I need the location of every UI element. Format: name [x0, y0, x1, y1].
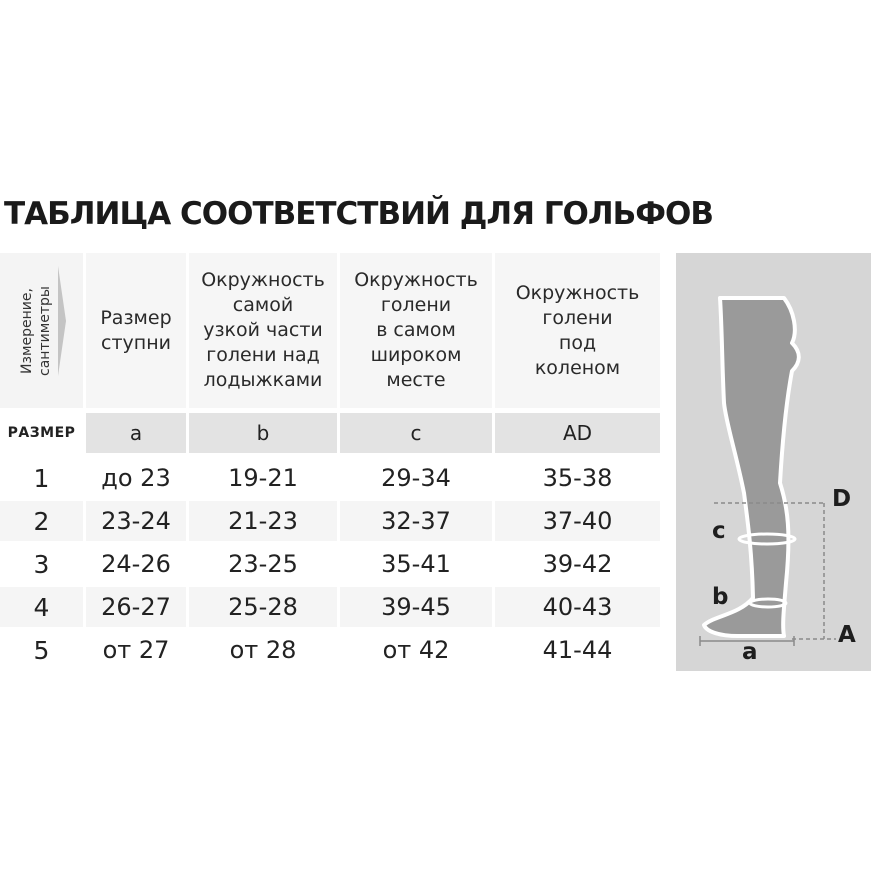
label-a: a — [742, 639, 758, 665]
table-row-size: 5 — [33, 635, 50, 665]
table-cell: 40-43 — [495, 587, 660, 627]
header-foot-size: Размер ступни — [86, 253, 186, 408]
table-cell: от 42 — [382, 636, 450, 664]
leg-diagram — [676, 253, 871, 671]
table-cell: 25-28 — [189, 587, 337, 627]
table-cell: 32-37 — [340, 501, 492, 541]
table-cell: от 27 — [102, 636, 170, 664]
page-title: ТАБЛИЦА СООТВЕТСТВИЙ ДЛЯ ГОЛЬФОВ — [4, 196, 713, 232]
label-b: b — [712, 584, 729, 610]
table-cell: 24-26 — [101, 550, 171, 578]
table-cell: 39-45 — [340, 587, 492, 627]
table-row-size: 4 — [0, 587, 83, 627]
table-cell: 23-25 — [228, 550, 298, 578]
table-row-size: 2 — [0, 501, 83, 541]
header-below-knee-circumference: Окружность голени под коленом — [495, 253, 660, 408]
table-cell: 35-41 — [381, 550, 451, 578]
table-cell: до 23 — [101, 464, 171, 492]
table-row-size: 3 — [33, 549, 50, 579]
table-cell: от 28 — [229, 636, 297, 664]
label-c: c — [712, 518, 726, 544]
key-a: a — [86, 413, 186, 453]
key-size-label: РАЗМЕР — [0, 413, 83, 453]
table-cell: 19-21 — [228, 464, 298, 492]
table-cell: 39-42 — [542, 550, 613, 578]
arrow-right-icon — [58, 266, 66, 376]
table-cell: 29-34 — [381, 464, 451, 492]
table-cell: 37-40 — [495, 501, 660, 541]
table-cell: 35-38 — [542, 464, 613, 492]
leg-illustration — [676, 253, 871, 671]
key-c: c — [340, 413, 492, 453]
label-d: D — [832, 486, 852, 512]
label-a-upper: A — [838, 622, 856, 648]
table-row-size: 1 — [33, 463, 50, 493]
header-ankle-circumference: Окружность самой узкой части голени над лодыжками — [189, 253, 337, 408]
measure-header — [0, 253, 83, 408]
table-cell: 23-24 — [86, 501, 186, 541]
header-calf-circumference: Окружность голени в самом широком месте — [340, 253, 492, 408]
table-cell: 21-23 — [189, 501, 337, 541]
table-cell: 41-44 — [542, 636, 613, 664]
key-ad: AD — [495, 413, 660, 453]
measure-label: Измерение, сантиметры — [18, 285, 53, 376]
table-cell: 26-27 — [86, 587, 186, 627]
key-b: b — [189, 413, 337, 453]
